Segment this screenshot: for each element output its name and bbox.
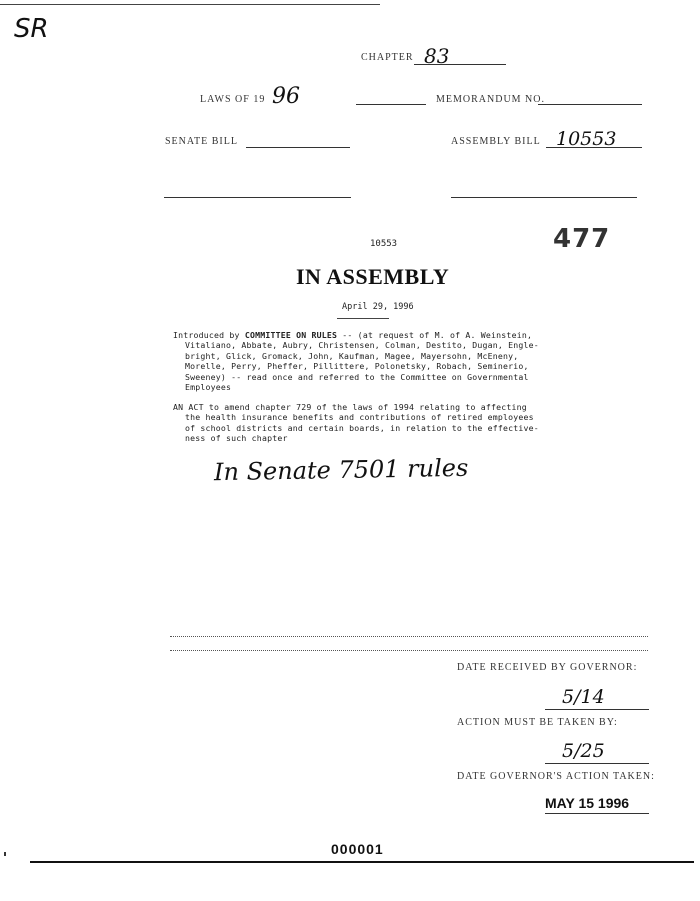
bill-date: April 29, 1996 [342, 302, 414, 312]
received-label: DATE RECEIVED BY GOVERNOR: [457, 662, 638, 673]
assembly-bill-number: 10553 [556, 128, 617, 150]
introduced-line-6: Employees [185, 382, 232, 393]
act-line-2: the health insurance benefits and contributions of retired employees [185, 412, 534, 423]
page-number: 000001 [331, 841, 384, 857]
separator-dotted-2 [170, 650, 648, 651]
stamp-number: 477 [553, 224, 611, 254]
bill-number: 10553 [370, 239, 398, 249]
introduced-line-1 [173, 330, 603, 340]
memorandum-label: MEMORANDUM NO. [436, 94, 546, 105]
laws-of-label: LAWS OF 19 [200, 94, 266, 105]
act-line-3: of school districts and certain boards, in relation to the effective- [185, 422, 539, 433]
action-must-label: ACTION MUST BE TAKEN BY: [457, 717, 618, 728]
act-paragraph [173, 402, 603, 444]
corner-initials: SR [14, 14, 49, 44]
action-taken-label: DATE GOVERNOR'S ACTION TAKEN: [457, 771, 655, 782]
introduced-text: -- (at request of M. of A. Weinstein, [342, 330, 533, 340]
introduced-line-5: Sweeney) -- read once and referred to the Committee on Governmental [185, 371, 529, 382]
chapter-label: CHAPTER [361, 52, 414, 63]
introduced-line-4: Morelle, Perry, Pheffer, Pillittere, Polonetsky, Robach, Seminerio, [185, 361, 529, 372]
memorandum-underline [538, 104, 642, 105]
introduced-by-committee: COMMITTEE ON RULES [244, 330, 338, 340]
senate-bill-underline [246, 147, 350, 148]
assembly-bill-label: ASSEMBLY BILL [451, 136, 541, 147]
introduced-line-3: bright, Glick, Gromack, John, Kaufman, Magee, Mayersohn, McEneny, [185, 350, 519, 361]
blank-line-right [451, 197, 637, 198]
introduced-line-2: Vitaliano, Abbate, Aubry, Christensen, Colman, Destito, Dugan, Engle- [185, 340, 539, 351]
bottom-rule [30, 861, 694, 863]
action-by-underline [545, 763, 649, 764]
date-rule [337, 318, 389, 319]
bill-heading: IN ASSEMBLY [296, 264, 450, 289]
action-taken-stamp: MAY 15 1996 [545, 795, 630, 811]
top-rule [0, 4, 380, 5]
received-underline [545, 709, 649, 710]
act-line-4: ness of such chapter [185, 433, 288, 444]
senate-bill-label: SENATE BILL [165, 136, 238, 147]
introduced-by-prefix: Introduced by [173, 330, 240, 340]
received-date: 5/14 [562, 686, 605, 708]
separator-dotted-1 [170, 636, 648, 637]
action-by-date: 5/25 [562, 740, 605, 762]
action-taken-underline [545, 813, 649, 814]
act-line-1: AN ACT to amend chapter 729 of the laws of 1994 relating to affecting [173, 402, 527, 412]
edge-mark [4, 852, 6, 856]
senate-note: In Senate 7501 rules [213, 453, 469, 487]
introduced-paragraph [173, 330, 603, 392]
chapter-number: 83 [424, 44, 450, 68]
laws-underline [356, 104, 426, 105]
blank-line-left [164, 197, 351, 198]
laws-year: 96 [272, 84, 300, 109]
